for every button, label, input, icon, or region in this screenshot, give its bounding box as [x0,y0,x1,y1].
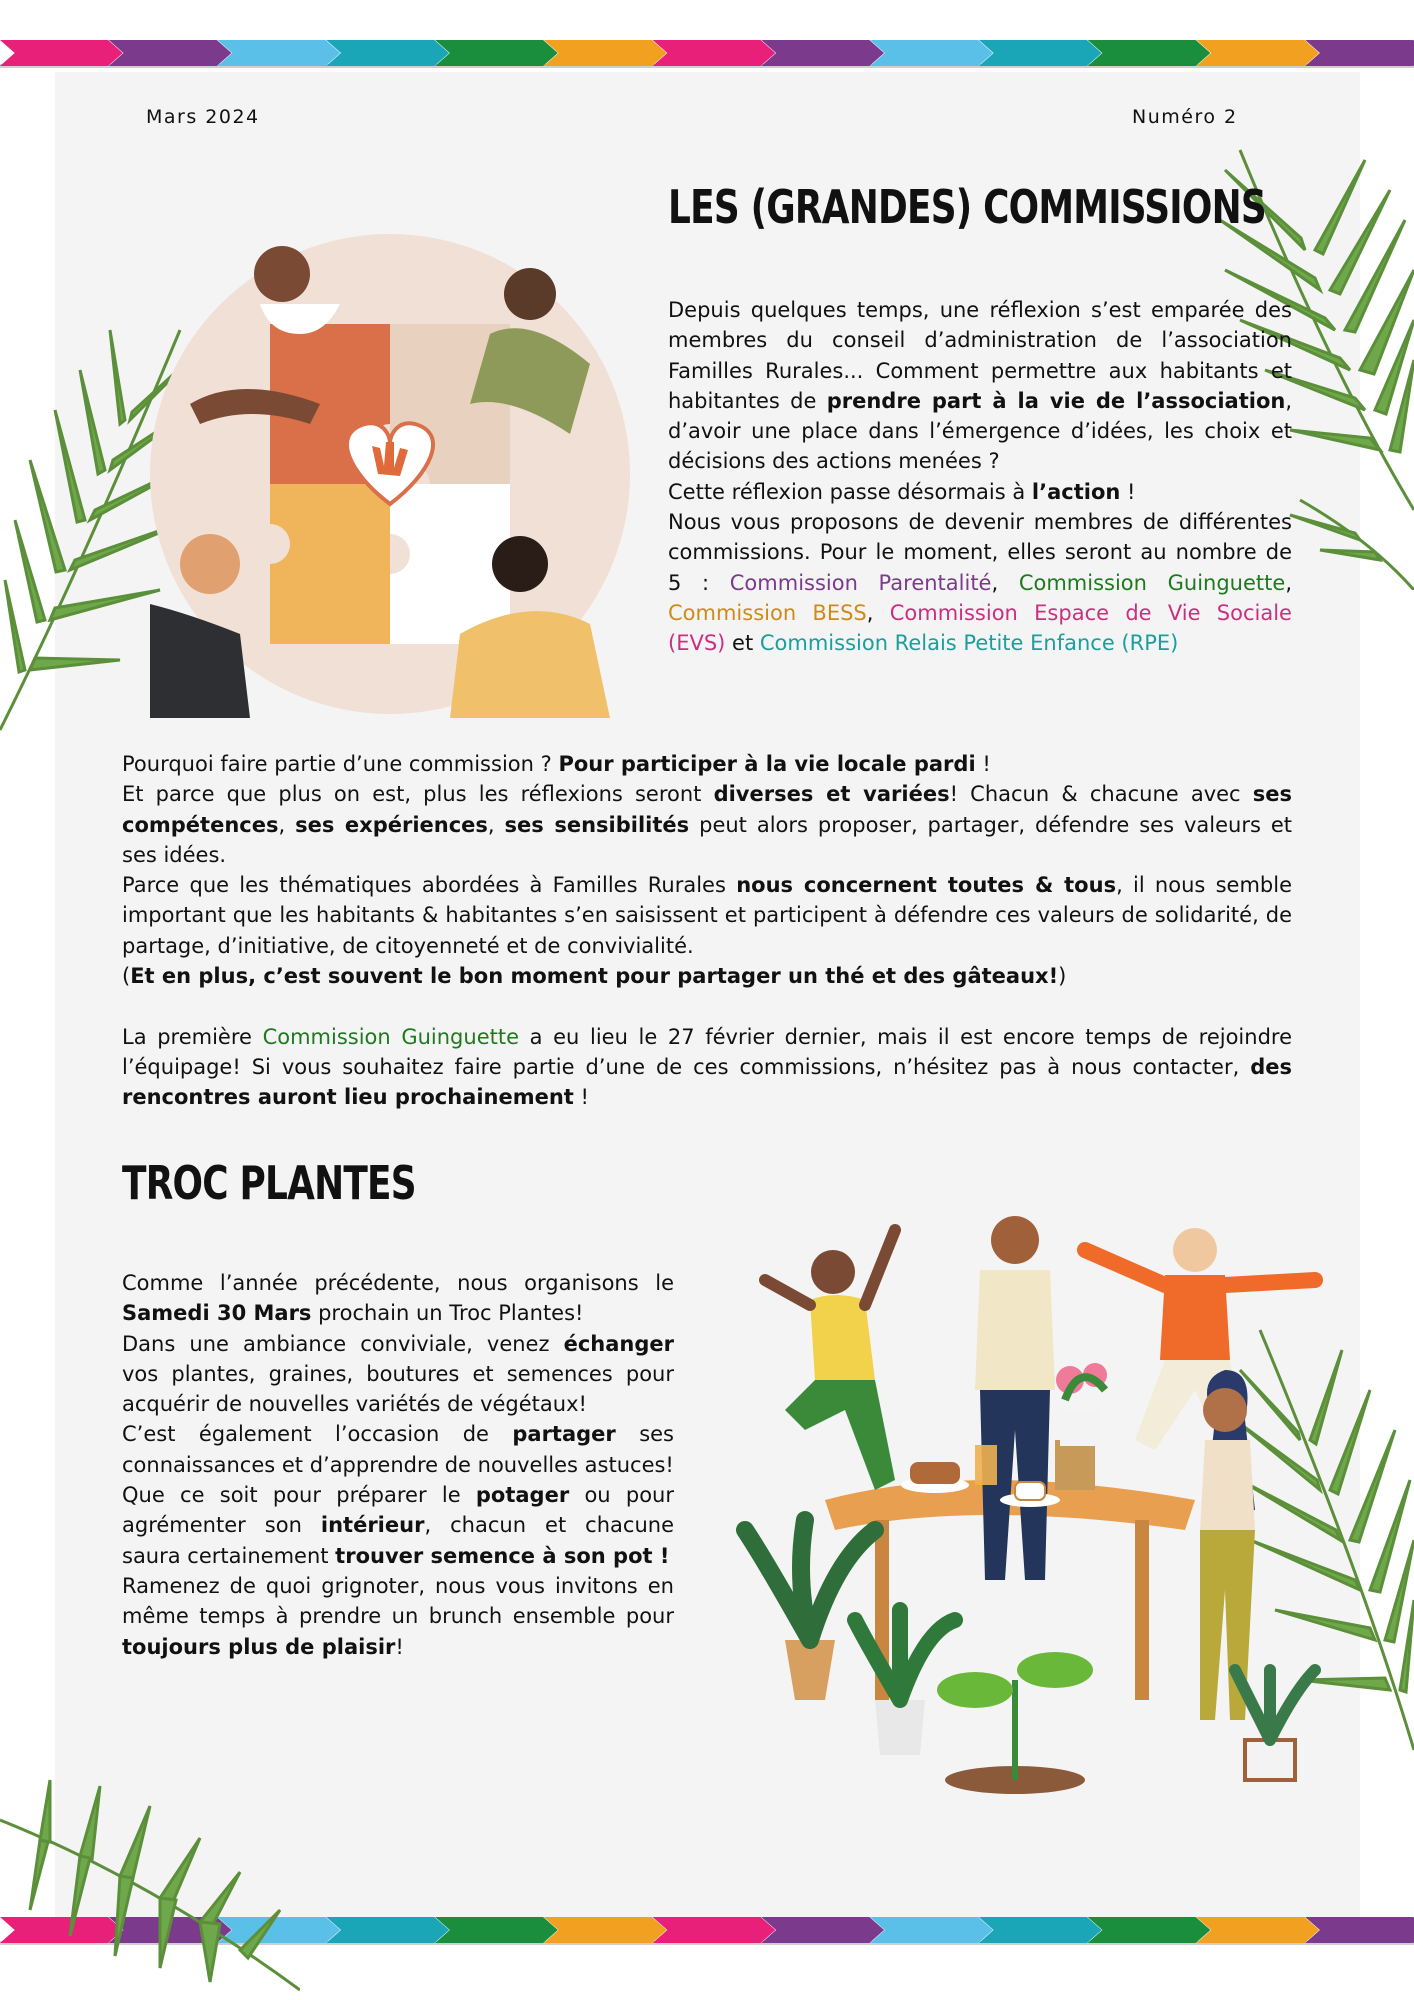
stripe-segment [761,1917,884,1943]
plant-swap-party-illustration [725,1200,1335,1800]
issue-date: Mars 2024 [146,106,260,128]
stripe-segment [326,1917,449,1943]
stripe-segment [979,40,1102,66]
stripe-segment [653,40,776,66]
puzzle-team-illustration [150,234,632,718]
stripe-segment [0,40,123,66]
stripe-segment [1196,40,1319,66]
stripe-segment [435,40,558,66]
stripe-segment [1088,40,1211,66]
stripe-segment [435,1917,558,1943]
palm-leaf-bottom-left-icon [0,1760,300,2000]
commission-evs: Commission Espace de Vie Sociale (EVS) [668,600,1292,656]
stripe-segment [109,40,232,66]
stripe-segment [870,40,993,66]
commissions-why: Pourquoi faire partie d’une commission ? Pour participer à la vie locale pardi ! Et parce que plus on est, plus les réflexions seront diverses et variées! Chacun & chacune avec ses compétences, ses expériences, ses sensibilités peut alors proposer, partager, défendre ses valeurs et ses idées. Parce que les thématiques abordées à Familles Rurales nous concernent toutes & tous, il nous semble important que les habitants & habitantes s’en saisissent et participent à défendre ces valeurs de solidarité, de partage, d’initiative, de citoyenneté et de convivialité. (Et en plus, c’est souvent le bon moment pour partager un thé et des gâteaux!) La première Commission Guinguette a eu lieu le 27 février dernier, mais il est encore temps de rejoindre l’équipage! Si vous souhaitez faire partie d’une de ces commissions, n’hésitez pas à nous contacter, des rencontres auront lieu prochainement ! [122,752,1293,1110]
commission-rpe: Commission Relais Petite Enfance (RPE) [759,631,1179,656]
issue-number: Numéro 2 [1132,106,1238,128]
stripe-segment [544,1917,667,1943]
top-color-stripe [0,40,1414,66]
commission-guinguette-mention: Commission Guinguette [262,1024,519,1049]
stripe-segment [1305,1917,1414,1943]
troc-plantes-title: TROC PLANTES [122,1156,416,1210]
stripe-segment [544,40,667,66]
commissions-intro: Depuis quelques temps, une réflexion s’est emparée des membres du conseil d’administration de l’association Familles Rurales... Comment permettre aux habitants et habitantes de prendre part à la vie de l’association, d’avoir une place dans l’émergence d’idées, les choix et décisions des actions menées ? Cette réflexion passe désormais à l’action ! Nous vous proposons de devenir membres de différentes commissions. Pour le moment, elles seront au nombre de 5 : Commission Parentalité, Commission Guinguette, Commission BESS, Commission Espace de Vie Sociale (EVS) et Commission Relais Petite Enfance (RPE) [668,298,1293,656]
troc-plantes-text: Comme l’année précédente, nous organisons le Samedi 30 Mars prochain un Troc Plantes! Dans une ambiance conviviale, venez échanger vos plantes, graines, boutures et semences pour acquérir de nouvelles variétés de végétaux! C’est également l’occasion de partager ses connaissances et d’apprendre de nouvelles astuces! Que ce soit pour préparer le potager ou pour agrémenter son intérieur, chacun et chacune saura certainement trouver semence à son pot ! Ramenez de quoi grignoter, nous vous invitons en même temps à prendre un brunch ensemble pour toujours plus de plaisir! [122,1271,674,1659]
stripe-segment [870,1917,993,1943]
stripe-segment [761,40,884,66]
stripe-segment [1088,1917,1211,1943]
commissions-title: LES (GRANDES) COMMISSIONS [668,180,1266,234]
commission-bess: Commission BESS [668,600,867,625]
stripe-segment [218,40,341,66]
stripe-segment [653,1917,776,1943]
stripe-segment [1305,40,1414,66]
commission-guinguette: Commission Guinguette [1018,570,1286,595]
commission-parentalite: Commission Parentalité [729,570,992,595]
stripe-segment [979,1917,1102,1943]
stripe-segment [326,40,449,66]
stripe-segment [1196,1917,1319,1943]
